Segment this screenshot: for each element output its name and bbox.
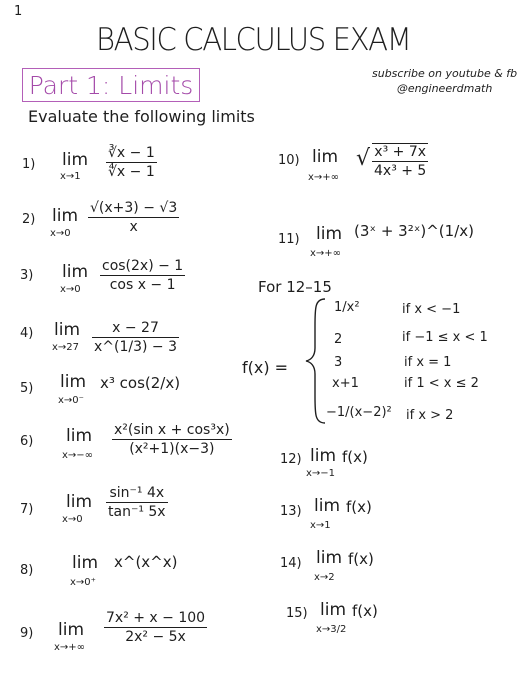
- for-label: For 12–15: [258, 278, 332, 296]
- lim-subscript: x→0⁺: [70, 577, 96, 588]
- problem-number: 14): [280, 556, 302, 571]
- numerator: x − 27: [112, 320, 159, 336]
- problem-number: 11): [278, 232, 300, 247]
- lim-subscript: x→1: [60, 171, 81, 182]
- subscribe-note: [372, 66, 517, 96]
- lim-word: lim: [54, 320, 81, 340]
- case-condition: if x < −1: [402, 302, 461, 317]
- lim-word: lim: [66, 426, 93, 446]
- numerator: sin⁻¹ 4x: [109, 485, 165, 501]
- problem-number: 7): [20, 502, 34, 517]
- numerator: x³ + 7x: [374, 144, 427, 160]
- problem-number: 8): [20, 563, 34, 578]
- lim-word: lim: [316, 548, 343, 568]
- limit-expression: (3ˣ + 3²ˣ)^(1/x): [354, 222, 474, 240]
- lim-subscript: x→−∞: [62, 450, 94, 461]
- limit-expression: f(x): [346, 498, 372, 516]
- numerator: ∛x − 1: [108, 145, 155, 161]
- lim-subscript: x→1: [310, 520, 331, 531]
- limit-expression: x^(x^x): [114, 553, 178, 571]
- lim-subscript: x→+∞: [308, 172, 340, 183]
- numerator: x²(sin x + cos³x): [114, 422, 230, 438]
- denominator: 2x² − 5x: [125, 629, 186, 645]
- case-value: 1/x²: [334, 300, 360, 315]
- lim-word: lim: [316, 224, 343, 244]
- page-title: BASIC CALCULUS EXAM: [96, 22, 411, 58]
- lim-word: lim: [310, 446, 337, 466]
- denominator: x^(1/3) − 3: [94, 339, 178, 355]
- problem-number: 15): [286, 606, 308, 621]
- lim-word: lim: [314, 496, 341, 516]
- problem-number: 13): [280, 504, 302, 519]
- instructions: Evaluate the following limits: [28, 107, 255, 126]
- denominator: x: [129, 219, 138, 235]
- lim-subscript: x→3/2: [316, 624, 347, 635]
- lim-word: lim: [312, 147, 339, 167]
- problem-number: 10): [278, 153, 300, 168]
- limit-expression: x³ cos(2/x): [100, 374, 181, 392]
- denominator: (x²+1)(x−3): [129, 441, 215, 457]
- sqrt-icon: √: [356, 146, 371, 171]
- problem-number: 2): [22, 212, 36, 227]
- lim-word: lim: [52, 206, 79, 226]
- limit-expression: f(x): [348, 550, 374, 568]
- fraction: [88, 200, 179, 235]
- denominator: cos x − 1: [109, 277, 176, 293]
- numerator: cos(2x) − 1: [102, 258, 184, 274]
- denominator: ∜x − 1: [108, 164, 155, 180]
- problem-number: 5): [20, 381, 34, 396]
- fraction: [92, 320, 179, 355]
- fraction: [104, 610, 207, 645]
- case-value: x+1: [332, 376, 359, 391]
- denominator: tan⁻¹ 5x: [108, 504, 166, 520]
- problem-number: 12): [280, 452, 302, 467]
- fraction: [100, 258, 185, 293]
- lim-word: lim: [60, 372, 87, 392]
- lim-word: lim: [62, 262, 89, 282]
- problem-number: 6): [20, 434, 34, 449]
- limit-expression: f(x): [342, 448, 368, 466]
- lim-subscript: x→0⁻: [58, 395, 84, 406]
- fraction: [106, 145, 157, 180]
- fraction: [106, 485, 168, 520]
- lim-word: lim: [320, 600, 347, 620]
- lim-word: lim: [72, 553, 99, 573]
- fraction: [372, 143, 428, 179]
- numerator: √(x+3) − √3: [90, 200, 178, 216]
- lim-subscript: x→−1: [306, 468, 336, 479]
- case-condition: if x = 1: [404, 355, 452, 370]
- numerator: 7x² + x − 100: [106, 610, 206, 626]
- lim-subscript: x→0: [62, 514, 83, 525]
- lim-subscript: x→+∞: [54, 642, 86, 653]
- case-value: 2: [334, 332, 343, 347]
- problem-number: 3): [20, 268, 34, 283]
- problem-number: 1): [22, 157, 36, 172]
- lim-subscript: x→2: [314, 572, 335, 583]
- subscribe-line-2: @engineerdmath: [396, 82, 493, 95]
- case-condition: if −1 ≤ x < 1: [402, 330, 488, 345]
- fraction: [112, 422, 232, 457]
- case-condition: if 1 < x ≤ 2: [404, 376, 479, 391]
- lim-word: lim: [62, 150, 89, 170]
- limit-expression: f(x): [352, 602, 378, 620]
- problem-number: 9): [20, 626, 34, 641]
- lim-subscript: x→27: [52, 342, 80, 353]
- lim-word: lim: [58, 620, 85, 640]
- subscribe-line-1: subscribe on youtube & fb: [372, 67, 518, 80]
- lim-word: lim: [66, 492, 93, 512]
- case-condition: if x > 2: [406, 408, 454, 423]
- lim-subscript: x→0: [50, 228, 71, 239]
- problem-number: 4): [20, 326, 34, 341]
- lim-subscript: x→0: [60, 284, 81, 295]
- case-value: −1/(x−2)²: [326, 405, 392, 420]
- page-number: 1: [14, 4, 23, 19]
- fx-label: f(x) =: [242, 358, 289, 377]
- part-label: Part 1: Limits: [22, 68, 200, 102]
- denominator: 4x³ + 5: [374, 163, 427, 179]
- lim-subscript: x→+∞: [310, 248, 342, 259]
- case-value: 3: [334, 355, 343, 370]
